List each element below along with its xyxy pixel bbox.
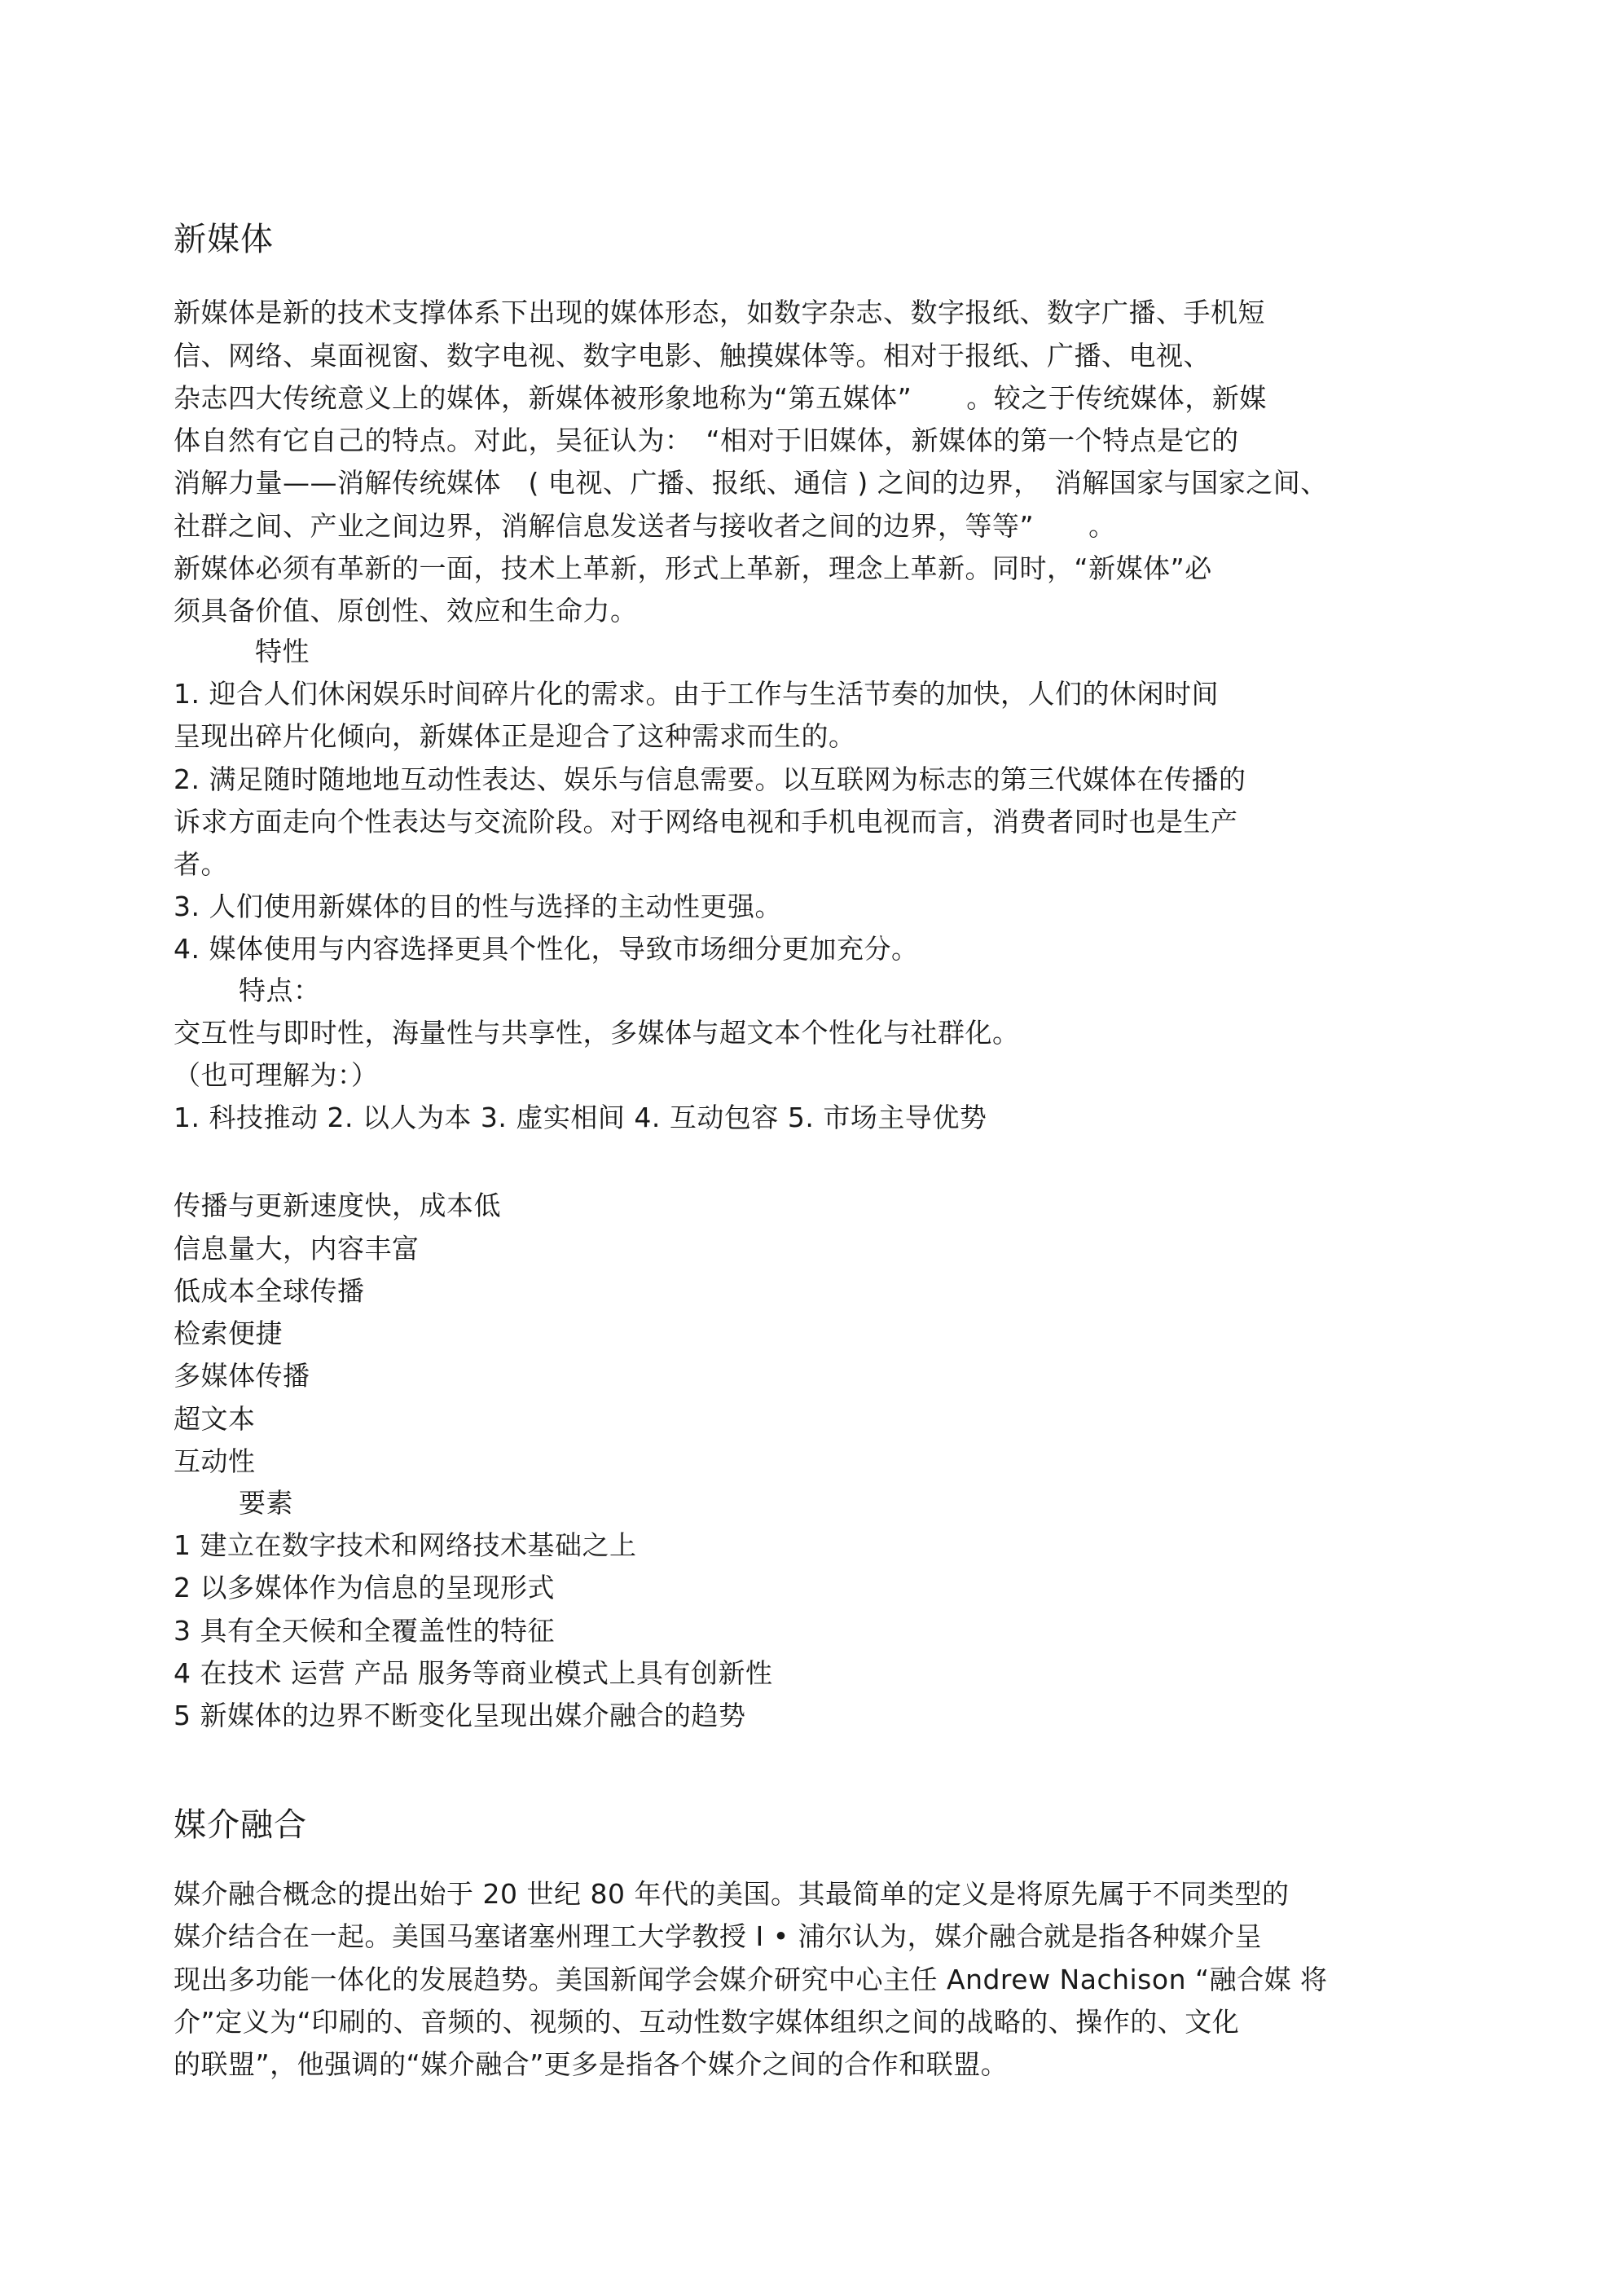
definition-line: 消解力量——消解传统媒体 ( 电视、广播、报纸、通信 ) 之间的边界， 消解国家与国家之间、: [174, 467, 1328, 499]
convergence-line: 媒介结合在一起。美国马塞诸塞州理工大学教授 I • 浦尔认为，媒介融合就是指各种媒介呈: [174, 1920, 1263, 1952]
convergence-line: 现出多功能一体化的发展趋势。美国新闻学会媒介研究中心主任 Andrew Nachison “融合媒 将: [174, 1964, 1328, 1995]
section-title-new-media: 新媒体: [174, 221, 274, 258]
convergence-line: 的联盟”，他强调的“媒介融合”更多是指各个媒介之间的合作和联盟。: [174, 2048, 1009, 2080]
element-item: 5 新媒体的边界不断变化呈现出媒介融合的趋势: [174, 1700, 746, 1731]
feature-line: 1. 科技推动 2. 以人为本 3. 虚实相间 4. 互动包容 5. 市场主导优势: [174, 1102, 987, 1133]
innovation-line: 新媒体必须有革新的一面，技术上革新，形式上革新，理念上革新。同时，“新媒体”必: [174, 552, 1212, 584]
advantage-item: 信息量大，内容丰富: [174, 1233, 420, 1265]
trait-line: 1. 迎合人们休闲娱乐时间碎片化的需求。由于工作与生活节奏的加快，人们的休闲时间: [174, 678, 1219, 710]
advantage-item: 传播与更新速度快，成本低: [174, 1190, 501, 1221]
trait-line: 者。: [174, 848, 228, 880]
trait-line: 呈现出碎片化倾向，新媒体正是迎合了这种需求而生的。: [174, 720, 856, 752]
trait-line: 诉求方面走向个性表达与交流阶段。对于网络电视和手机电视而言，消费者同时也是生产: [174, 806, 1238, 838]
advantage-item: 低成本全球传播: [174, 1275, 365, 1307]
advantage-item: 检索便捷: [174, 1317, 283, 1349]
element-item: 4 在技术 运营 产品 服务等商业模式上具有创新性: [174, 1657, 773, 1689]
trait-line: 3. 人们使用新媒体的目的性与选择的主动性更强。: [174, 891, 782, 922]
features-heading: 特点：: [239, 974, 321, 1006]
convergence-line: 介”定义为“印刷的、音频的、视频的、互动性数字媒体组织之间的战略的、操作的、文化: [174, 2006, 1240, 2038]
definition-line: 新媒体是新的技术支撑体系下出现的媒体形态，如数字杂志、数字报纸、数字广播、手机短: [174, 297, 1265, 328]
advantage-item: 超文本: [174, 1403, 256, 1435]
trait-line: 4. 媒体使用与内容选择更具个性化，导致市场细分更加充分。: [174, 933, 919, 965]
element-item: 2 以多媒体作为信息的呈现形式: [174, 1572, 555, 1603]
definition-line: 社群之间、产业之间边界，消解信息发送者与接收者之间的边界，等等” 。: [174, 510, 1116, 542]
element-item: 3 具有全天候和全覆盖性的特征: [174, 1615, 555, 1647]
definition-line: 杂志四大传统意义上的媒体，新媒体被形象地称为“第五媒体” 。较之于传统媒体，新媒: [174, 382, 1267, 414]
element-item: 1 建立在数字技术和网络技术基础之上: [174, 1529, 637, 1561]
convergence-line: 媒介融合概念的提出始于 20 世纪 80 年代的美国。其最简单的定义是将原先属于不同类型的: [174, 1878, 1290, 1910]
feature-line: （也可理解为：）: [174, 1059, 379, 1091]
definition-line: 信、网络、桌面视窗、数字电视、数字电影、触摸媒体等。相对于报纸、广播、电视、: [174, 340, 1211, 372]
advantage-item: 多媒体传播: [174, 1360, 310, 1392]
section-title-media-convergence: 媒介融合: [174, 1806, 307, 1844]
advantage-item: 互动性: [174, 1445, 256, 1477]
feature-line: 交互性与即时性，海量性与共享性，多媒体与超文本个性化与社群化。: [174, 1017, 1020, 1049]
innovation-line: 须具备价值、原创性、效应和生命力。: [174, 595, 638, 627]
elements-heading: 要素: [239, 1487, 293, 1519]
trait-line: 2. 满足随时随地地互动性表达、娱乐与信息需要。以互联网为标志的第三代媒体在传播的: [174, 763, 1246, 795]
definition-line: 体自然有它自己的特点。对此，吴征认为： “相对于旧媒体，新媒体的第一个特点是它的: [174, 424, 1239, 456]
traits-heading: 特性: [255, 636, 310, 667]
